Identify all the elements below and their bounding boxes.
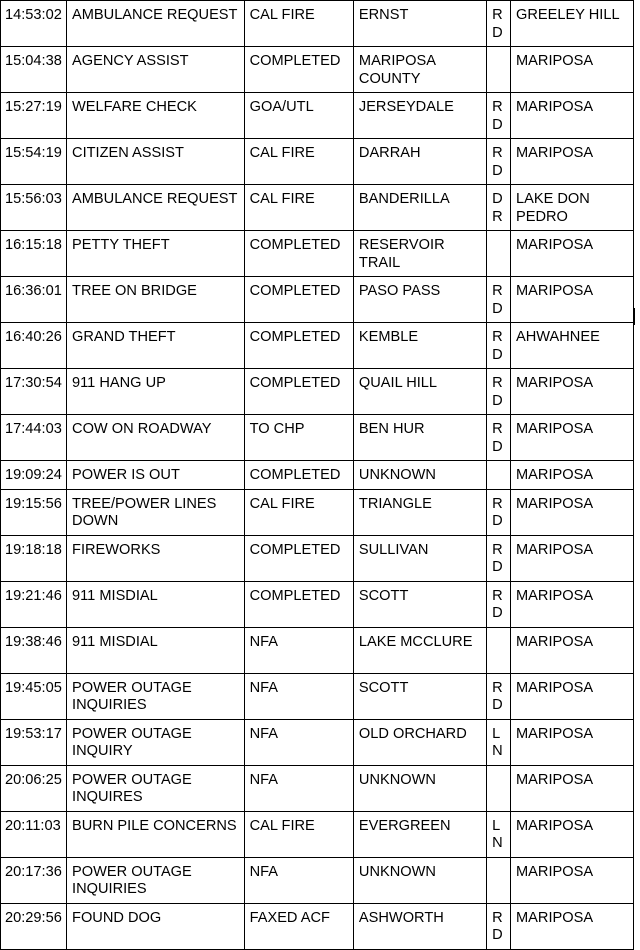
table-row <box>1 461 634 490</box>
call-street-suffix <box>487 47 511 93</box>
call-city: MARIPOSA <box>511 231 634 277</box>
call-type: AMBULANCE REQUEST <box>67 185 245 231</box>
call-street-suffix: LN <box>487 719 511 765</box>
call-disposition: FAXED ACF <box>244 903 353 949</box>
call-street: QUAIL HILL <box>353 369 486 415</box>
call-time: 19:38:46 <box>1 627 67 673</box>
call-type: TREE ON BRIDGE <box>67 277 245 323</box>
table-row <box>1 765 634 811</box>
call-street-suffix: RD <box>487 489 511 535</box>
call-log-body <box>1 1 634 950</box>
call-street: SULLIVAN <box>353 535 486 581</box>
call-city: MARIPOSA <box>511 903 634 949</box>
call-disposition: COMPLETED <box>244 369 353 415</box>
call-street-suffix <box>487 857 511 903</box>
table-row <box>1 903 634 949</box>
call-street: UNKNOWN <box>353 765 486 811</box>
call-street: JERSEYDALE <box>353 93 486 139</box>
table-row <box>1 811 634 857</box>
call-street: SCOTT <box>353 673 486 719</box>
call-time: 17:30:54 <box>1 369 67 415</box>
table-row <box>1 581 634 627</box>
call-street-suffix <box>487 461 511 490</box>
call-street-suffix: RD <box>487 903 511 949</box>
call-street: RESERVOIR TRAIL <box>353 231 486 277</box>
call-type: POWER OUTAGE INQUIRES <box>67 765 245 811</box>
call-street: OLD ORCHARD <box>353 719 486 765</box>
call-type: CITIZEN ASSIST <box>67 139 245 185</box>
call-disposition: COMPLETED <box>244 231 353 277</box>
call-street-suffix: RD <box>487 277 511 323</box>
call-street-suffix <box>487 627 511 673</box>
table-row <box>1 415 634 461</box>
call-city: MARIPOSA <box>511 627 634 673</box>
call-time: 15:27:19 <box>1 93 67 139</box>
call-time: 15:56:03 <box>1 185 67 231</box>
call-type: POWER OUTAGE INQUIRIES <box>67 673 245 719</box>
call-time: 16:40:26 <box>1 323 67 369</box>
call-street: PASO PASS <box>353 277 486 323</box>
call-time: 15:54:19 <box>1 139 67 185</box>
call-type: TREE/POWER LINES DOWN <box>67 489 245 535</box>
call-disposition: COMPLETED <box>244 47 353 93</box>
call-type: PETTY THEFT <box>67 231 245 277</box>
call-city: MARIPOSA <box>511 535 634 581</box>
call-type: POWER OUTAGE INQUIRIES <box>67 857 245 903</box>
call-time: 19:18:18 <box>1 535 67 581</box>
call-disposition: CAL FIRE <box>244 185 353 231</box>
call-street: SCOTT <box>353 581 486 627</box>
call-disposition: COMPLETED <box>244 535 353 581</box>
call-city: MARIPOSA <box>511 47 634 93</box>
call-disposition: NFA <box>244 673 353 719</box>
table-row <box>1 673 634 719</box>
table-row <box>1 719 634 765</box>
call-disposition: CAL FIRE <box>244 139 353 185</box>
call-disposition: TO CHP <box>244 415 353 461</box>
call-time: 19:15:56 <box>1 489 67 535</box>
call-street-suffix: DR <box>487 185 511 231</box>
call-time: 20:11:03 <box>1 811 67 857</box>
call-type: POWER IS OUT <box>67 461 245 490</box>
call-city: MARIPOSA <box>511 673 634 719</box>
call-time: 19:45:05 <box>1 673 67 719</box>
text-cursor <box>634 308 635 325</box>
call-street-suffix: RD <box>487 369 511 415</box>
call-type: COW ON ROADWAY <box>67 415 245 461</box>
call-street-suffix: LN <box>487 811 511 857</box>
table-row <box>1 185 634 231</box>
table-row <box>1 93 634 139</box>
call-type: 911 MISDIAL <box>67 627 245 673</box>
call-disposition: COMPLETED <box>244 581 353 627</box>
call-type: POWER OUTAGE INQUIRY <box>67 719 245 765</box>
call-time: 19:21:46 <box>1 581 67 627</box>
call-disposition: COMPLETED <box>244 461 353 490</box>
call-disposition: CAL FIRE <box>244 811 353 857</box>
call-street: DARRAH <box>353 139 486 185</box>
call-city: GREELEY HILL <box>511 1 634 47</box>
table-row <box>1 535 634 581</box>
call-street: BANDERILLA <box>353 185 486 231</box>
table-row <box>1 627 634 673</box>
call-street-suffix: RD <box>487 535 511 581</box>
call-street: TRIANGLE <box>353 489 486 535</box>
table-row <box>1 231 634 277</box>
call-time: 20:06:25 <box>1 765 67 811</box>
table-row <box>1 1 634 47</box>
call-street: KEMBLE <box>353 323 486 369</box>
call-street-suffix: RD <box>487 323 511 369</box>
table-row <box>1 369 634 415</box>
call-time: 19:09:24 <box>1 461 67 490</box>
call-street: LAKE MCCLURE <box>353 627 486 673</box>
call-time: 15:04:38 <box>1 47 67 93</box>
call-city: MARIPOSA <box>511 93 634 139</box>
call-street: ERNST <box>353 1 486 47</box>
table-row <box>1 489 634 535</box>
call-city: MARIPOSA <box>511 719 634 765</box>
call-city: AHWAHNEE <box>511 323 634 369</box>
call-type: WELFARE CHECK <box>67 93 245 139</box>
call-street-suffix <box>487 231 511 277</box>
call-time: 16:36:01 <box>1 277 67 323</box>
call-disposition: CAL FIRE <box>244 489 353 535</box>
call-disposition: NFA <box>244 719 353 765</box>
call-city: MARIPOSA <box>511 415 634 461</box>
call-street-suffix: RD <box>487 1 511 47</box>
call-city: MARIPOSA <box>511 765 634 811</box>
call-city: MARIPOSA <box>511 139 634 185</box>
call-street: ASHWORTH <box>353 903 486 949</box>
call-type: BURN PILE CONCERNS <box>67 811 245 857</box>
call-street: EVERGREEN <box>353 811 486 857</box>
call-street: BEN HUR <box>353 415 486 461</box>
call-street: UNKNOWN <box>353 857 486 903</box>
call-type: 911 HANG UP <box>67 369 245 415</box>
call-city: MARIPOSA <box>511 489 634 535</box>
call-city: MARIPOSA <box>511 811 634 857</box>
call-disposition: NFA <box>244 857 353 903</box>
table-row <box>1 857 634 903</box>
call-disposition: COMPLETED <box>244 323 353 369</box>
call-city: MARIPOSA <box>511 461 634 490</box>
call-city: MARIPOSA <box>511 581 634 627</box>
table-row <box>1 277 634 323</box>
call-time: 14:53:02 <box>1 1 67 47</box>
call-disposition: COMPLETED <box>244 277 353 323</box>
call-type: GRAND THEFT <box>67 323 245 369</box>
call-street-suffix: RD <box>487 93 511 139</box>
call-time: 17:44:03 <box>1 415 67 461</box>
call-type: AGENCY ASSIST <box>67 47 245 93</box>
call-city: MARIPOSA <box>511 369 634 415</box>
call-time: 16:15:18 <box>1 231 67 277</box>
call-type: FOUND DOG <box>67 903 245 949</box>
call-street-suffix: RD <box>487 581 511 627</box>
call-street: UNKNOWN <box>353 461 486 490</box>
call-type: FIREWORKS <box>67 535 245 581</box>
call-street: MARIPOSA COUNTY <box>353 47 486 93</box>
call-disposition: NFA <box>244 765 353 811</box>
call-time: 19:53:17 <box>1 719 67 765</box>
table-row <box>1 323 634 369</box>
table-row <box>1 47 634 93</box>
call-city: LAKE DON PEDRO <box>511 185 634 231</box>
call-type: AMBULANCE REQUEST <box>67 1 245 47</box>
call-type: 911 MISDIAL <box>67 581 245 627</box>
call-disposition: GOA/UTL <box>244 93 353 139</box>
call-street-suffix <box>487 765 511 811</box>
call-time: 20:29:56 <box>1 903 67 949</box>
call-city: MARIPOSA <box>511 857 634 903</box>
call-disposition: NFA <box>244 627 353 673</box>
call-street-suffix: RD <box>487 673 511 719</box>
call-street-suffix: RD <box>487 415 511 461</box>
call-city: MARIPOSA <box>511 277 634 323</box>
table-row <box>1 139 634 185</box>
call-street-suffix: RD <box>487 139 511 185</box>
call-time: 20:17:36 <box>1 857 67 903</box>
call-disposition: CAL FIRE <box>244 1 353 47</box>
